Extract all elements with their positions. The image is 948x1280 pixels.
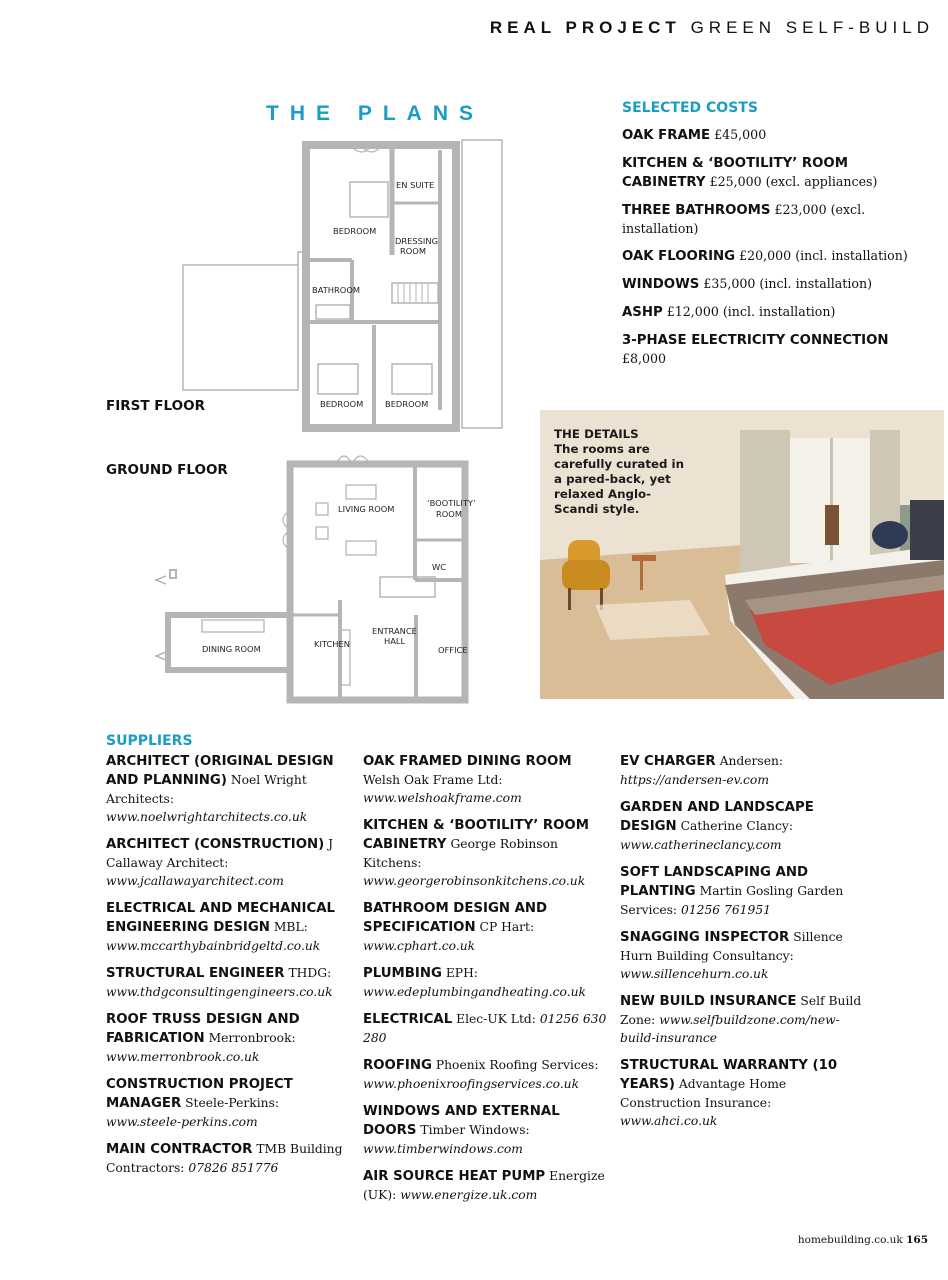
supplier-entry: STRUCTURAL WARRANTY (10 YEARS) Advantage Home Construction Insurance: www.ahci.co.uk bbox=[620, 1058, 838, 1128]
plans-title: THE PLANS bbox=[266, 102, 485, 125]
supplier-entry: ROOF TRUSS DESIGN AND FABRICATION Merronbrook: www.merronbrook.co.uk bbox=[106, 1012, 300, 1064]
room-label-kitchen: KITCHEN bbox=[314, 639, 350, 649]
footer-site: homebuilding.co.uk bbox=[797, 1234, 903, 1246]
cost-item: KITCHEN & ‘BOOTILITY’ ROOM CABINETRY £25,000 (excl. appliances) bbox=[622, 156, 878, 190]
supplier-entry: ARCHITECT (ORIGINAL DESIGN AND PLANNING) Noel Wright Architects: www.noelwrightarchitects.co.uk bbox=[106, 754, 334, 824]
room-label-bootility-2: ROOM bbox=[436, 509, 462, 519]
room-label-dressing-2: ROOM bbox=[400, 246, 426, 256]
room-label-entrance-1: ENTRANCE bbox=[372, 626, 417, 636]
costs-list bbox=[622, 126, 922, 377]
supplier-entry: ROOFING Phoenix Roofing Services: www.phoenixroofingservices.co.uk bbox=[363, 1058, 599, 1091]
supplier-entry: SOFT LANDSCAPING AND PLANTING Martin Gosling Garden Services: 01256 761951 bbox=[620, 865, 844, 917]
room-label-dressing-1: DRESSING bbox=[395, 236, 439, 246]
page-number: 165 bbox=[906, 1234, 928, 1246]
running-header bbox=[490, 18, 934, 38]
room-label-office: OFFICE bbox=[438, 645, 468, 655]
supplier-entry: NEW BUILD INSURANCE Self Build Zone: www.selfbuildzone.com/new-build-insurance bbox=[620, 994, 862, 1045]
photo-caption bbox=[554, 427, 684, 517]
first-floor-label: FIRST FLOOR bbox=[106, 398, 205, 414]
page-footer bbox=[798, 1234, 928, 1246]
room-label-bedroom-3: BEDROOM bbox=[385, 399, 429, 409]
room-label-entrance-2: HALL bbox=[384, 636, 406, 646]
supplier-entry: SNAGGING INSPECTOR Sillence Hurn Building Consultancy: www.sillencehurn.co.uk bbox=[620, 930, 843, 981]
room-label-wc: WC bbox=[432, 562, 446, 572]
supplier-entry: MAIN CONTRACTOR TMB Building Contractors: 07826 851776 bbox=[106, 1142, 343, 1175]
supplier-entry: OAK FRAMED DINING ROOM Welsh Oak Frame Ltd: www.welshoakframe.com bbox=[363, 754, 572, 805]
suppliers-heading: SUPPLIERS bbox=[106, 733, 193, 749]
running-header-light: GREEN SELF-BUILD bbox=[690, 18, 934, 37]
supplier-entry: STRUCTURAL ENGINEER THDG: www.thdgconsultingengineers.co.uk bbox=[106, 966, 333, 999]
ground-floor-label: GROUND FLOOR bbox=[106, 462, 228, 478]
supplier-entry: EV CHARGER Andersen: https://andersen-ev.com bbox=[620, 754, 784, 787]
cost-item: OAK FRAME £45,000 bbox=[622, 127, 767, 143]
supplier-entry: KITCHEN & ‘BOOTILITY’ ROOM CABINETRY George Robinson Kitchens: www.georgerobinsonkitchens.co.uk bbox=[363, 818, 589, 888]
suppliers-column-3 bbox=[620, 752, 868, 1139]
room-label-bedroom-2: BEDROOM bbox=[320, 399, 364, 409]
supplier-entry: ELECTRICAL AND MECHANICAL ENGINEERING DESIGN MBL: www.mccarthybainbridgeltd.co.uk bbox=[106, 901, 335, 953]
supplier-entry: AIR SOURCE HEAT PUMP Energize (UK): www.energize.uk.com bbox=[363, 1169, 605, 1202]
room-label-bathroom: BATHROOM bbox=[312, 285, 361, 295]
supplier-entry: ARCHITECT (CONSTRUCTION) J Callaway Architect: www.jcallawayarchitect.com bbox=[106, 837, 334, 888]
room-label-bedroom-1: BEDROOM bbox=[333, 226, 377, 236]
supplier-entry: BATHROOM DESIGN AND SPECIFICATION CP Hart: www.cphart.co.uk bbox=[363, 901, 548, 953]
costs-heading: SELECTED COSTS bbox=[622, 100, 758, 116]
room-label-bootility-1: ‘BOOTILITY’ bbox=[427, 498, 476, 508]
room-label-dining-room: DINING ROOM bbox=[202, 644, 261, 654]
running-header-bold: REAL PROJECT bbox=[489, 18, 681, 37]
cost-item: 3-PHASE ELECTRICITY CONNECTION £8,000 bbox=[622, 333, 889, 366]
balcony-outline bbox=[462, 140, 502, 428]
dining-room-outline bbox=[168, 615, 290, 670]
suppliers-column-1 bbox=[106, 752, 354, 1186]
cost-item: ASHP £12,000 (incl. installation) bbox=[622, 304, 836, 320]
photo-caption-title: THE DETAILS bbox=[554, 427, 639, 441]
room-label-living-room: LIVING ROOM bbox=[338, 504, 395, 514]
supplier-entry: ELECTRICAL Elec-UK Ltd: 01256 630 280 bbox=[363, 1012, 607, 1045]
first-floor-roof-outline bbox=[183, 252, 306, 390]
cost-item: THREE BATHROOMS £23,000 (excl. installation) bbox=[622, 202, 866, 236]
photo-caption-text: The rooms are carefully curated in a pared-back, yet relaxed Anglo-Scandi style. bbox=[554, 442, 684, 516]
supplier-entry: PLUMBING EPH: www.edeplumbingandheating.co.uk bbox=[363, 966, 587, 999]
supplier-entry: CONSTRUCTION PROJECT MANAGER Steele-Perkins: www.steele-perkins.com bbox=[106, 1077, 293, 1129]
cost-item: WINDOWS £35,000 (incl. installation) bbox=[622, 276, 872, 292]
cost-item: OAK FLOORING £20,000 (incl. installation) bbox=[622, 248, 908, 264]
floor-plan-drawing bbox=[140, 130, 520, 710]
room-label-en-suite: EN SUITE bbox=[396, 180, 435, 190]
suppliers-column-2 bbox=[363, 752, 611, 1213]
supplier-entry: WINDOWS AND EXTERNAL DOORS Timber Windows: www.timberwindows.com bbox=[363, 1104, 560, 1156]
supplier-entry: GARDEN AND LANDSCAPE DESIGN Catherine Clancy: www.catherineclancy.com bbox=[620, 800, 814, 852]
